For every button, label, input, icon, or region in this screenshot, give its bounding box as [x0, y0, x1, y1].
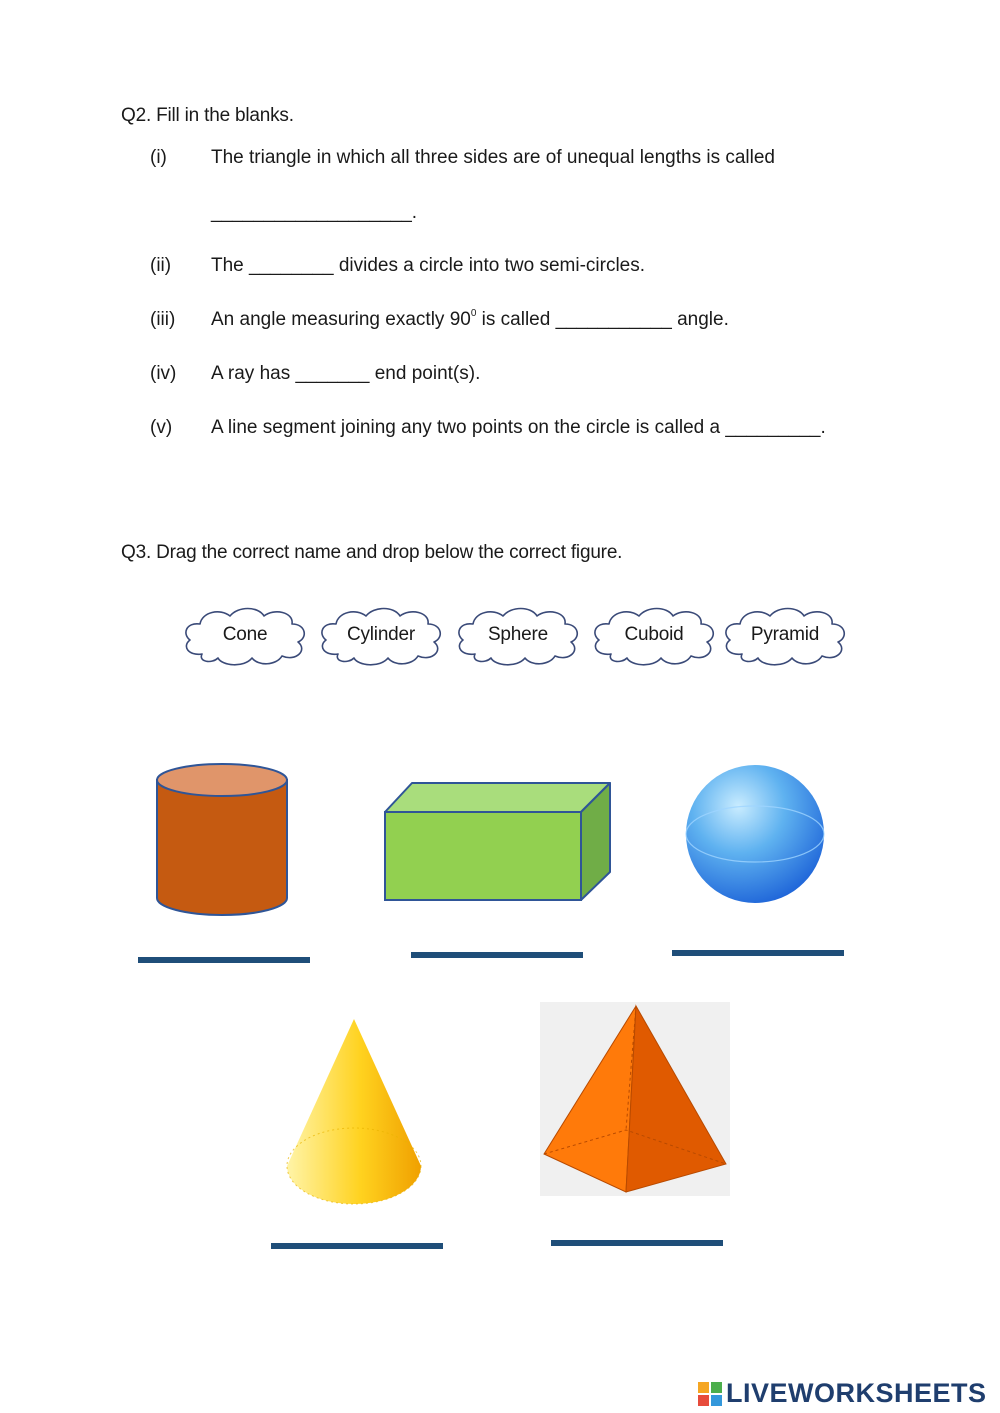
q2-item-3-text-before: An angle measuring exactly 90	[211, 309, 471, 330]
drop-target-sphere[interactable]	[672, 950, 844, 956]
degree-superscript: 0	[470, 308, 477, 319]
cuboid-figure	[382, 780, 614, 904]
drag-option-label: Pyramid	[750, 624, 820, 645]
q2-item-5-number: (v)	[150, 417, 173, 438]
cylinder-figure	[154, 762, 290, 918]
drag-option-pyramid[interactable]	[720, 604, 850, 670]
q2-item-1-text: The triangle in which all three sides are of unequal lengths is called	[211, 147, 775, 168]
drop-target-cuboid[interactable]	[411, 952, 583, 958]
q2-item-5-text: A line segment joining any two points on the circle is called a _________.	[211, 417, 826, 438]
liveworksheets-icon	[697, 1381, 723, 1407]
drag-option-label: Sphere	[487, 624, 549, 645]
q2-item-3-number: (iii)	[150, 309, 176, 330]
drag-option-cylinder[interactable]	[316, 604, 446, 670]
brand-name: LIVEWORKSHEETS	[726, 1378, 987, 1408]
q2-item-4-number: (iv)	[150, 363, 177, 384]
q2-item-3-text-after: is called ___________ angle.	[476, 309, 729, 330]
q2-item-2-number: (ii)	[150, 255, 172, 276]
drop-target-cone[interactable]	[271, 1243, 443, 1249]
q2-item-3-text	[211, 309, 729, 331]
pyramid-figure	[540, 1002, 730, 1196]
drag-option-sphere[interactable]	[453, 604, 583, 670]
sphere-figure	[683, 764, 828, 906]
q2-item-1-number: (i)	[150, 147, 167, 168]
drop-target-pyramid[interactable]	[551, 1240, 723, 1246]
q2-title: Q2. Fill in the blanks.	[121, 105, 294, 126]
drag-option-label: Cuboid	[624, 624, 684, 645]
drag-option-label: Cylinder	[346, 624, 416, 645]
liveworksheets-logo	[697, 1378, 987, 1409]
q2-item-4-text: A ray has _______ end point(s).	[211, 363, 481, 384]
drag-option-label: Cone	[222, 624, 268, 645]
drag-option-cuboid[interactable]	[589, 604, 719, 670]
q2-item-1-blank[interactable]: ___________________.	[211, 202, 418, 223]
cone-figure	[284, 1016, 426, 1208]
q2-item-2-text: The ________ divides a circle into two semi-circles.	[211, 255, 646, 276]
drop-target-cylinder[interactable]	[138, 957, 310, 963]
q3-title: Q3. Drag the correct name and drop below the correct figure.	[121, 542, 623, 563]
drag-option-cone[interactable]	[180, 604, 310, 670]
